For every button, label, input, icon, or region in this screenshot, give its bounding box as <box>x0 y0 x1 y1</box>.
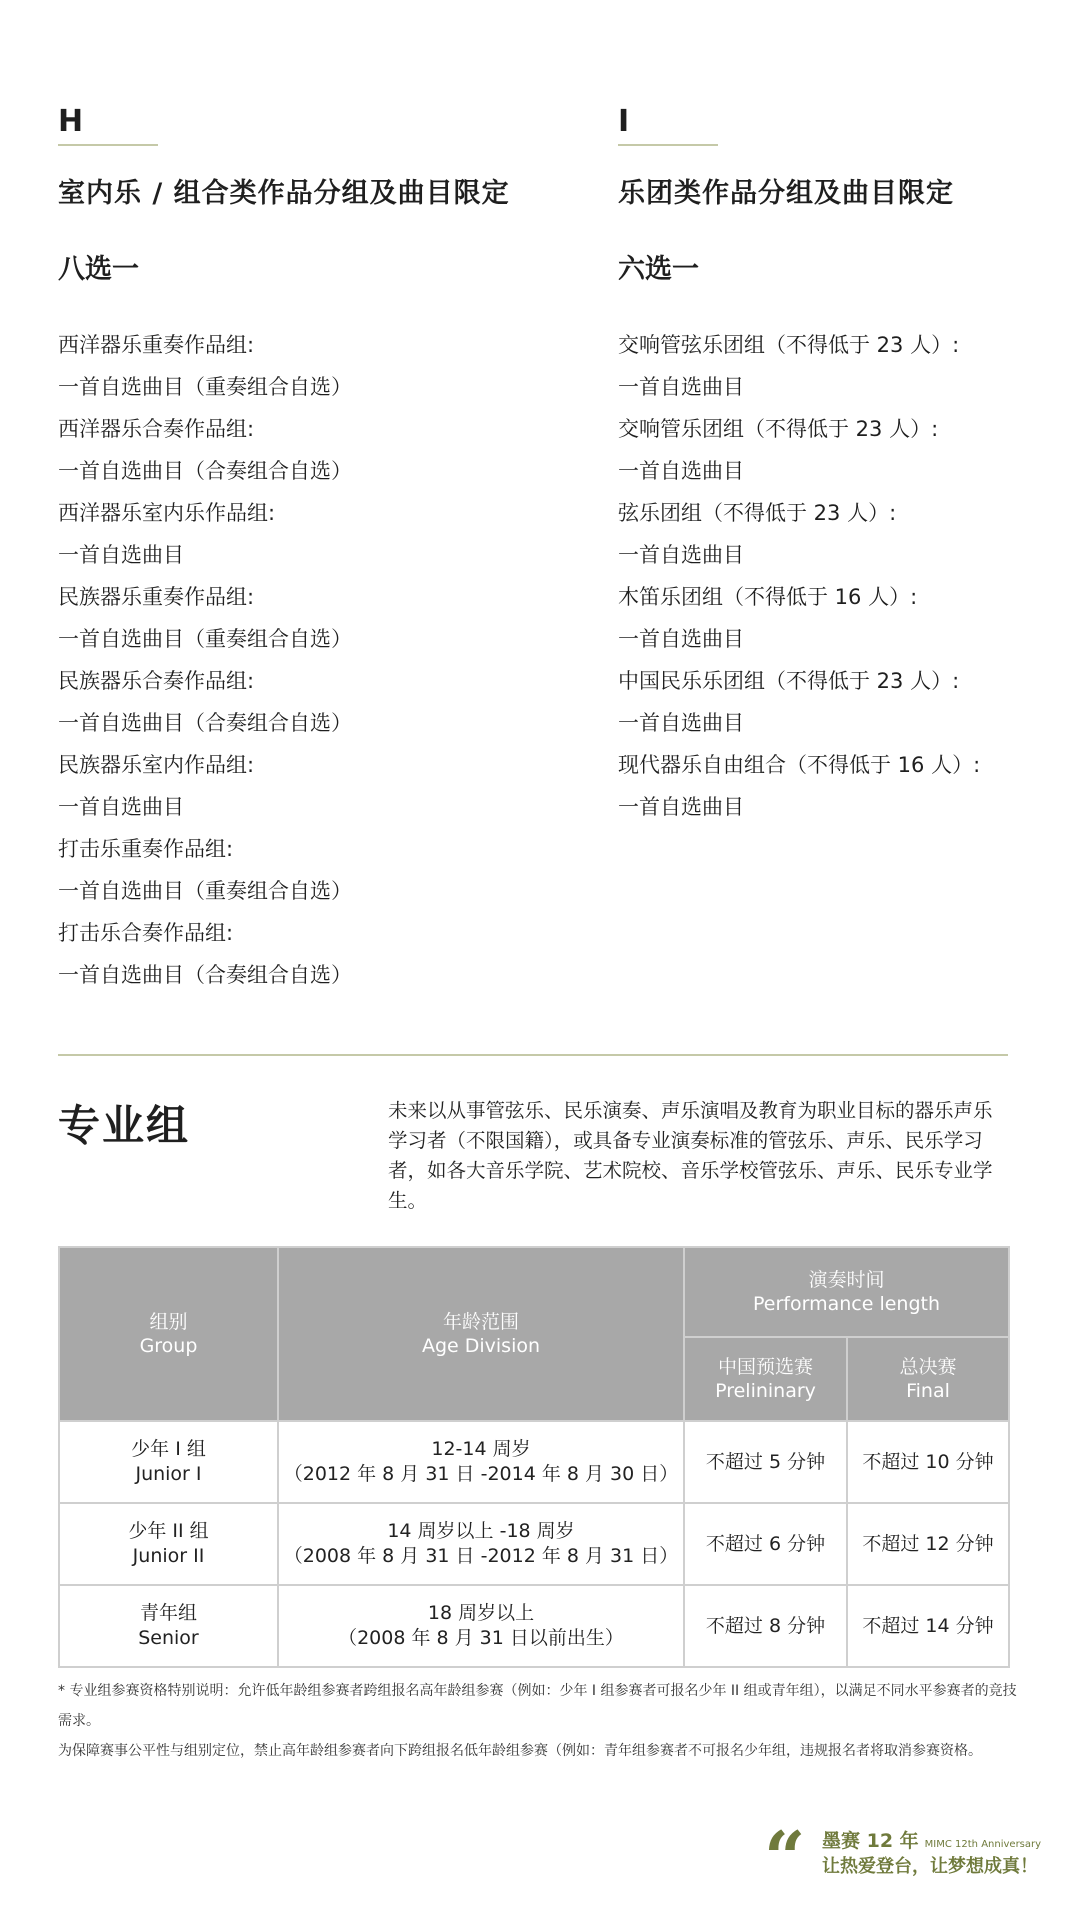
age-range: 18 周岁以上 <box>427 1602 535 1624</box>
header-performance <box>684 1247 1009 1337</box>
cell-age <box>278 1503 684 1585</box>
cell-preliminary: 不超过 5 分钟 <box>684 1421 847 1503</box>
group-cn: 少年 I 组 <box>131 1438 206 1460</box>
section-h <box>58 104 558 996</box>
header-group-cn: 组别 <box>149 1311 188 1333</box>
list-item: 一首自选曲目 <box>618 543 744 567</box>
section-subtitle: 八选一 <box>58 254 139 285</box>
section-letter: H <box>58 104 84 139</box>
cell-group <box>59 1585 278 1667</box>
age-range: 12-14 周岁 <box>431 1438 531 1460</box>
table-row <box>59 1503 1009 1585</box>
note-cross-group: * 专业组参赛资格特别说明：允许低年龄组参赛者跨组报名高年龄组参赛（例如：少年 I 组参赛者可报名少年 II 组或青年组），以满足不同水平参赛者的竞技需求。 <box>58 1683 1017 1729</box>
group-en: Senior <box>138 1627 199 1649</box>
list-item: 现代器乐自由组合（不得低于 16 人）: <box>618 753 981 777</box>
group-list <box>58 324 558 996</box>
list-item: 一首自选曲目（合奏组合自选） <box>58 459 352 483</box>
cell-age <box>278 1421 684 1503</box>
list-item: 民族器乐重奏作品组: <box>58 585 255 609</box>
list-item: 民族器乐室内作品组: <box>58 753 255 777</box>
section-subtitle: 六选一 <box>618 254 699 285</box>
professional-group-title: 专业组 <box>58 1101 191 1150</box>
age-dates: （2008 年 8 月 31 日 -2012 年 8 月 31 日） <box>283 1545 679 1567</box>
cell-final: 不超过 10 分钟 <box>847 1421 1009 1503</box>
list-item: 一首自选曲目 <box>618 627 744 651</box>
professional-group-description: 未来以从事管弦乐、民乐演奏、声乐演唱及教育为职业目标的器乐声乐学习者（不限国籍），或具备专业演奏标准的管弦乐、声乐、民乐学习者，如各大音乐学院、艺术院校、音乐学校管弦乐、声乐、民乐专业学生。 <box>388 1099 993 1212</box>
cell-final: 不超过 12 分钟 <box>847 1503 1009 1585</box>
section-title: 室内乐 / 组合类作品分组及曲目限定 <box>58 178 510 209</box>
logo-main-text: 墨赛 12 年 <box>822 1830 919 1852</box>
list-item: 打击乐重奏作品组: <box>58 837 234 861</box>
header-performance-cn: 演奏时间 <box>808 1269 885 1291</box>
list-item: 一首自选曲目（重奏组合自选） <box>58 879 352 903</box>
header-group <box>59 1247 278 1421</box>
list-item: 西洋器乐合奏作品组: <box>58 417 255 441</box>
group-list <box>618 324 1080 828</box>
mimc-anniversary-logo <box>764 1815 1044 1900</box>
list-item: 交响管乐团组（不得低于 23 人）: <box>618 417 939 441</box>
list-item: 中国民乐乐团组（不得低于 23 人）: <box>618 669 960 693</box>
table-row <box>59 1421 1009 1503</box>
header-preliminary <box>684 1337 847 1421</box>
list-item: 一首自选曲目（重奏组合自选） <box>58 375 352 399</box>
age-range: 14 周岁以上 -18 周岁 <box>387 1520 575 1542</box>
letter-underline <box>618 144 718 146</box>
list-item: 西洋器乐室内乐作品组: <box>58 501 276 525</box>
header-group-en: Group <box>139 1335 198 1357</box>
header-age-cn: 年龄范围 <box>442 1311 519 1333</box>
header-age <box>278 1247 684 1421</box>
letter-underline <box>58 144 158 146</box>
age-dates: （2008 年 8 月 31 日以前出生） <box>338 1627 624 1649</box>
list-item: 交响管弦乐团组（不得低于 23 人）: <box>618 333 960 357</box>
note-restriction: 为保障赛事公平性与组别定位，禁止高年龄组参赛者向下跨组报名低年龄组参赛（例如：青年组参赛者不可报名少年组，违规报名者将取消参赛资格。 <box>58 1743 982 1759</box>
section-letter: I <box>618 104 630 139</box>
cell-group <box>59 1503 278 1585</box>
list-item: 木笛乐团组（不得低于 16 人）: <box>618 585 918 609</box>
group-en: Junior I <box>135 1463 202 1485</box>
list-item: 打击乐合奏作品组: <box>58 921 234 945</box>
header-performance-en: Performance length <box>753 1293 941 1315</box>
group-cn: 少年 II 组 <box>128 1520 209 1542</box>
header-final-en: Final <box>906 1380 950 1402</box>
cell-preliminary: 不超过 6 分钟 <box>684 1503 847 1585</box>
logo-slogan: 让热爱登台，让梦想成真！ <box>822 1856 1038 1877</box>
logo-sub-text: MIMC 12th Anniversary <box>924 1839 1042 1850</box>
list-item: 西洋器乐重奏作品组: <box>58 333 255 357</box>
section-divider <box>58 1054 1008 1056</box>
list-item: 一首自选曲目 <box>618 459 744 483</box>
quote-mark-icon: “ <box>764 1815 806 1900</box>
age-division-table <box>58 1246 1010 1668</box>
header-preliminary-en: Prelininary <box>715 1380 816 1402</box>
list-item: 一首自选曲目（重奏组合自选） <box>58 627 352 651</box>
table-row <box>59 1585 1009 1667</box>
header-final-cn: 总决赛 <box>899 1356 957 1378</box>
section-title: 乐团类作品分组及曲目限定 <box>618 178 954 209</box>
group-cn: 青年组 <box>139 1602 197 1624</box>
age-dates: （2012 年 8 月 31 日 -2014 年 8 月 30 日） <box>283 1463 679 1485</box>
cell-group <box>59 1421 278 1503</box>
cell-final: 不超过 14 分钟 <box>847 1585 1009 1667</box>
list-item: 一首自选曲目 <box>618 795 744 819</box>
list-item: 一首自选曲目 <box>618 375 744 399</box>
header-preliminary-cn: 中国预选赛 <box>717 1356 813 1378</box>
header-final <box>847 1337 1009 1421</box>
list-item: 一首自选曲目 <box>58 543 184 567</box>
cell-age <box>278 1585 684 1667</box>
list-item: 一首自选曲目 <box>618 711 744 735</box>
list-item: 一首自选曲目 <box>58 795 184 819</box>
list-item: 一首自选曲目（合奏组合自选） <box>58 711 352 735</box>
list-item: 一首自选曲目（合奏组合自选） <box>58 963 352 987</box>
section-i <box>618 104 1080 828</box>
list-item: 民族器乐合奏作品组: <box>58 669 255 693</box>
header-age-en: Age Division <box>421 1335 541 1357</box>
list-item: 弦乐团组（不得低于 23 人）: <box>618 501 897 525</box>
group-en: Junior II <box>132 1545 205 1567</box>
cell-preliminary: 不超过 8 分钟 <box>684 1585 847 1667</box>
eligibility-notes <box>58 1676 1018 1766</box>
